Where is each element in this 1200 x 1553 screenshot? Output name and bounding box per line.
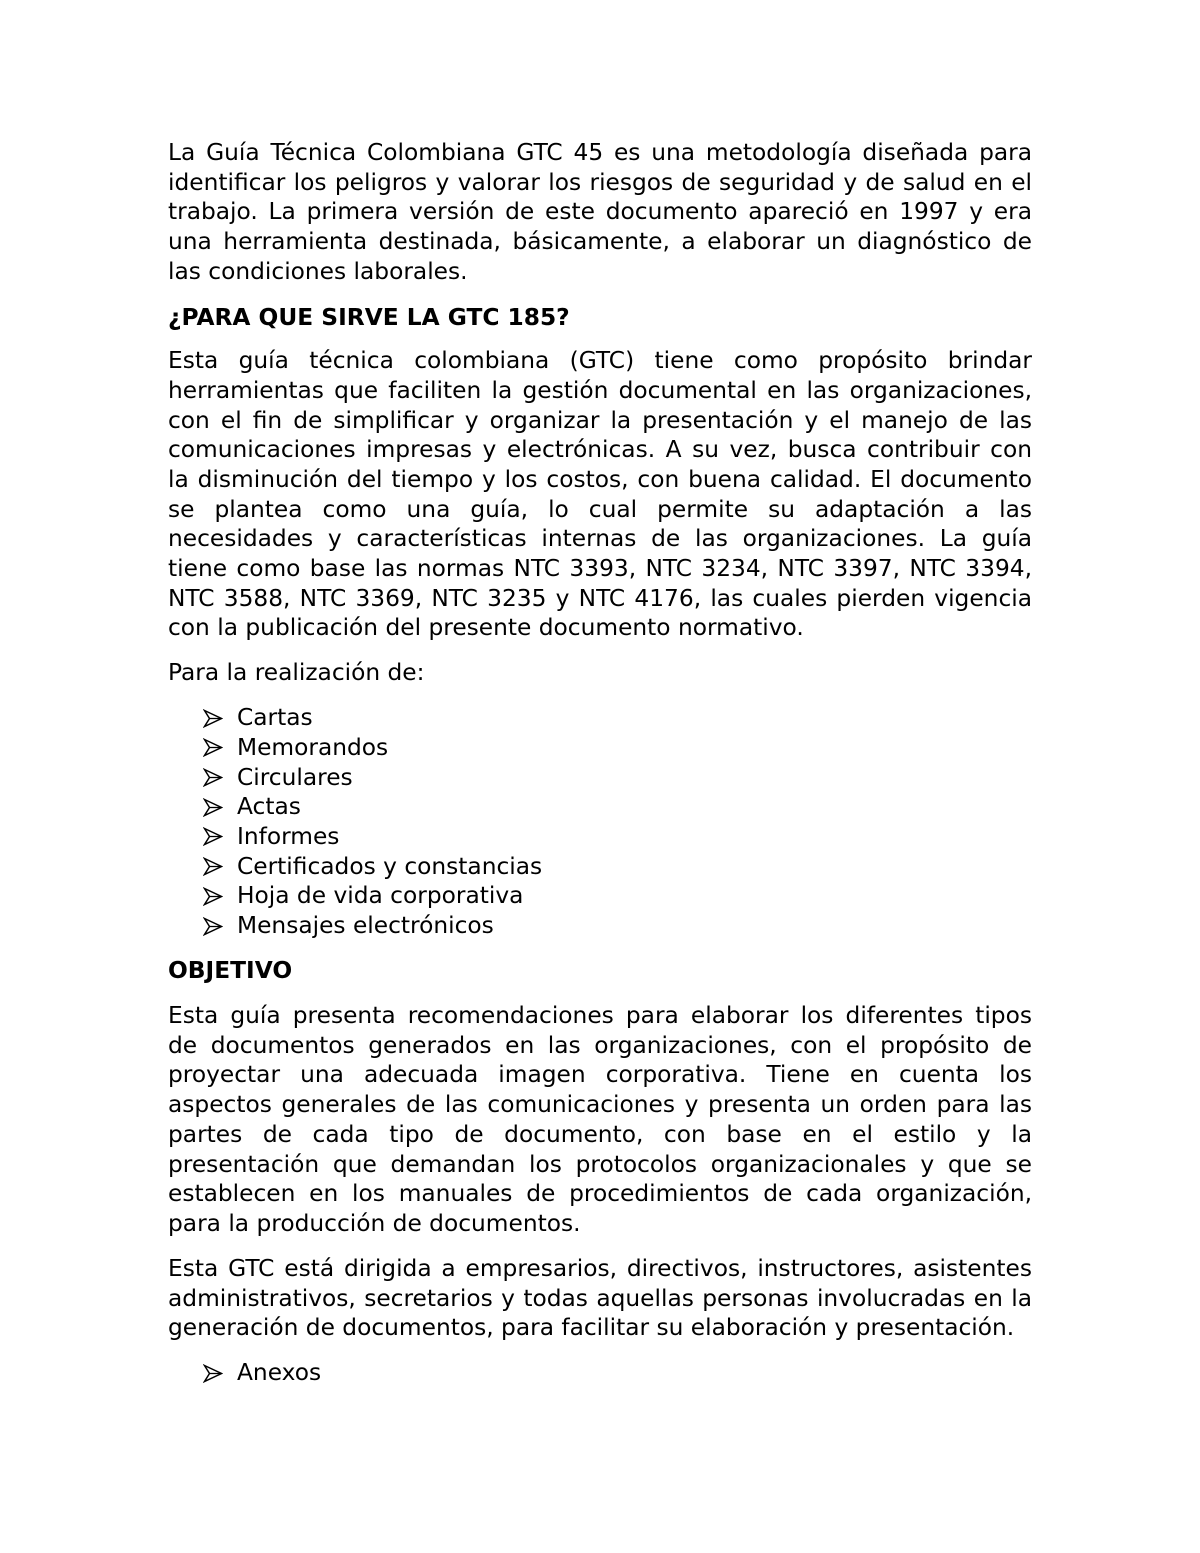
paragraph-line: Esta guía técnica colombiana (GTC) tiene como propósito brindar [168,347,1032,375]
paragraph-line: establecen en los manuales de procedimientos de cada organización, [168,1180,1032,1208]
list-item-label: Certificados y constancias [237,852,543,880]
paragraph-line: NTC 3588, NTC 3369, NTC 3235 y NTC 4176, las cuales pierden vigencia [168,584,1032,612]
list-item [168,1358,1032,1388]
paragraph-line: administrativos, secretarios y todas aquellas personas involucradas en la [168,1284,1032,1312]
paragraph-line: La Guía Técnica Colombiana GTC 45 es una metodología diseñada para [168,139,1032,166]
paragraph-line: generación de documentos, para facilitar su elaboración y presentación. [168,1314,1015,1342]
paragraph-line: se plantea como una guía, lo cual permite su adaptación a las [168,495,1032,523]
paragraph-line: necesidades y características internas de las organizaciones. La guía [168,525,1032,553]
arrowhead-bullet-icon [203,827,223,846]
section-heading-objective: OBJETIVO [168,957,293,985]
paragraph-intro [168,138,1032,286]
paragraph-line: identificar los peligros y valorar los riesgos de seguridad y de salud en el [168,168,1032,196]
paragraph-line: proyectar una adecuada imagen corporativa. Tiene en cuenta los [168,1061,1032,1089]
paragraph-line: para la producción de documentos. [168,1209,581,1237]
paragraph-line: Esta GTC está dirigida a empresarios, directivos, instructores, asistentes [168,1254,1032,1282]
arrowhead-bullet-icon [203,887,223,906]
list-item-label: Informes [237,823,340,851]
list-item-label: Hoja de vida corporativa [237,882,524,910]
list-item [168,852,1032,882]
list-item-label: Circulares [237,763,353,791]
paragraph-line: partes de cada tipo de documento, con base en el estilo y la [168,1120,1032,1148]
document-types-list [168,703,1032,941]
list-item [168,703,1032,733]
list-item-label: Memorandos [237,734,389,761]
list-item-label: Mensajes electrónicos [237,912,494,940]
list-item-label: Actas [237,793,301,821]
arrowhead-bullet-icon [203,857,223,876]
list-item [168,763,1032,793]
paragraph-line: comunicaciones impresas y electrónicas. A su vez, busca contribuir con [168,436,1032,464]
list-item [168,881,1032,911]
paragraph-line: la disminución del tiempo y los costos, con buena calidad. El documento [168,465,1032,493]
paragraph-line: con la publicación del presente documento normativo. [168,614,804,642]
arrowhead-bullet-icon [203,768,223,787]
section-heading-purpose: ¿PARA QUE SIRVE LA GTC 185? [168,304,570,332]
annex-list [168,1358,1032,1388]
list-item [168,792,1032,822]
paragraph-line: presentación que demandan los protocolos organizacionales y que se [168,1150,1032,1178]
paragraph-line: las condiciones laborales. [168,257,468,285]
arrowhead-bullet-icon [203,738,223,757]
document-body [168,138,1032,1403]
arrowhead-bullet-icon [203,709,223,728]
paragraph-line: Esta guía presenta recomendaciones para elaborar los diferentes tipos [168,1002,1032,1030]
paragraph-audience [168,1254,1032,1343]
list-item-label: Anexos [237,1359,322,1387]
paragraph-line: tiene como base las normas NTC 3393, NTC 3234, NTC 3397, NTC 3394, [168,554,1032,582]
paragraph-line: de documentos generados en las organizaciones, con el propósito de [168,1031,1032,1059]
paragraph-line: una herramienta destinada, básicamente, a elaborar un diagnóstico de [168,228,1032,256]
list-item [168,911,1032,941]
paragraph-purpose [168,346,1032,643]
arrowhead-bullet-icon [203,798,223,817]
paragraph-objective [168,1001,1032,1239]
paragraph-line: herramientas que faciliten la gestión documental en las organizaciones, [168,376,1032,404]
paragraph-line: con el fin de simplificar y organizar la presentación y el manejo de las [168,406,1032,434]
arrowhead-bullet-icon [203,1364,223,1383]
list-item [168,733,1032,763]
paragraph-line: trabajo. La primera versión de este documento apareció en 1997 y era [168,198,1032,226]
list-intro: Para la realización de: [168,659,425,687]
list-item-label: Cartas [237,704,313,732]
paragraph-line: aspectos generales de las comunicaciones y presenta un orden para las [168,1091,1032,1119]
list-item [168,822,1032,852]
arrowhead-bullet-icon [203,917,223,936]
